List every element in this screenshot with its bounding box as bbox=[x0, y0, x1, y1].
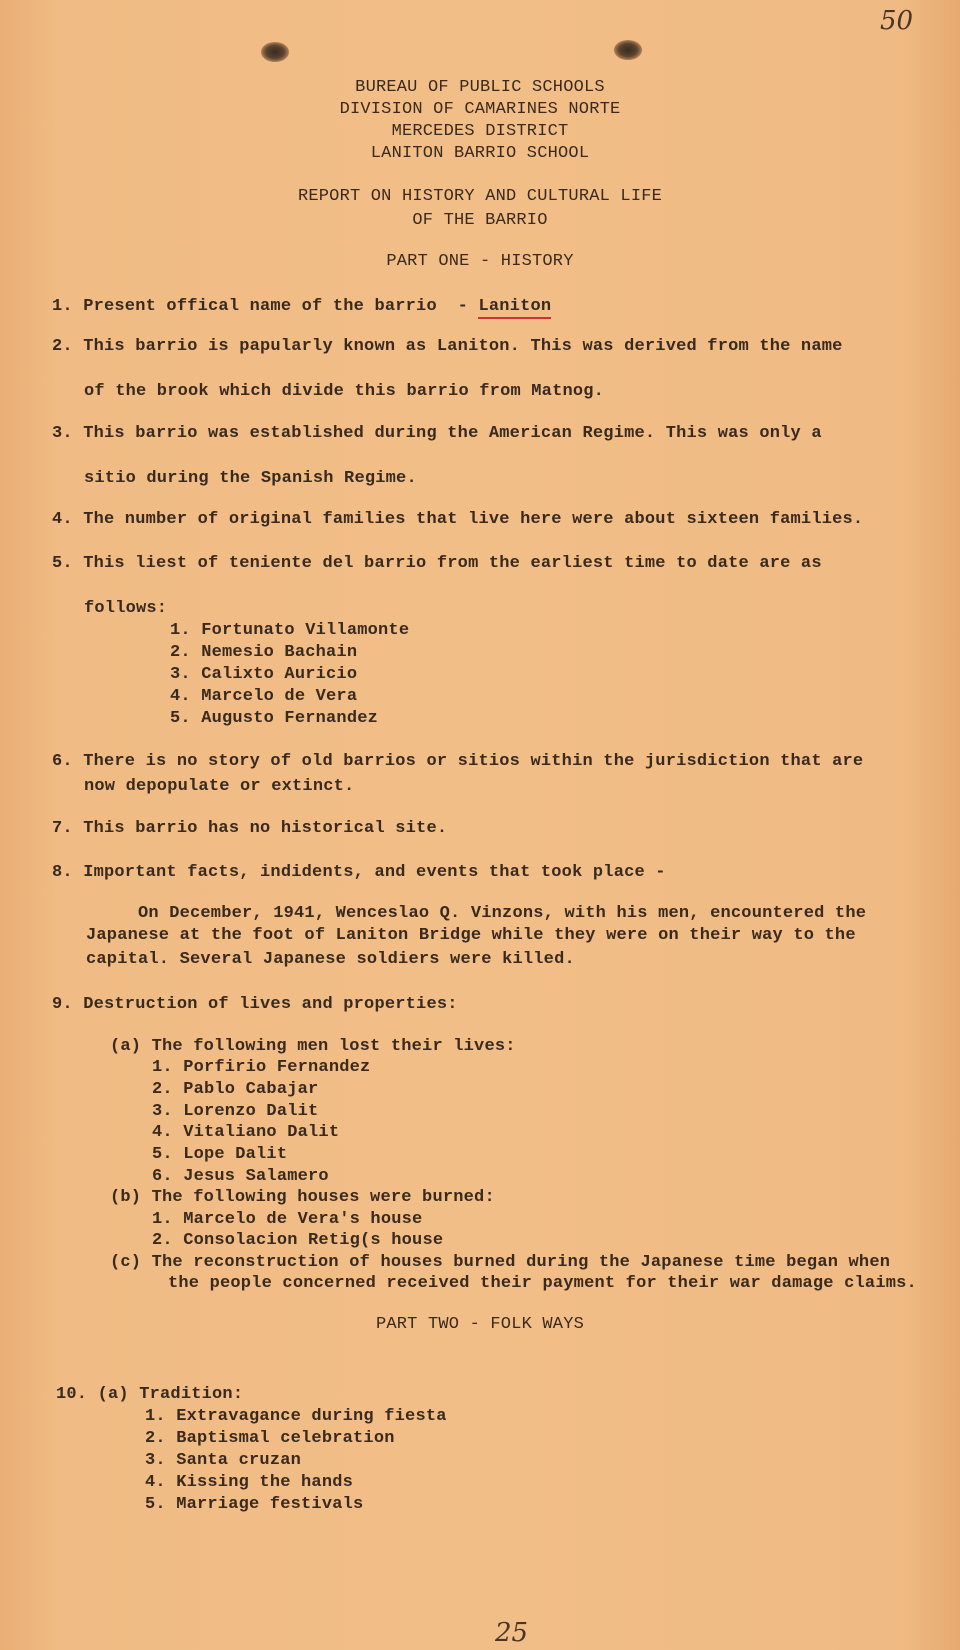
header-line-3: MERCEDES DISTRICT bbox=[391, 122, 569, 141]
header-line-2: DIVISION OF CAMARINES NORTE bbox=[339, 100, 621, 119]
teniente-1: 1. Fortunato Villamonte bbox=[170, 621, 410, 640]
part-one-heading: PART ONE - HISTORY bbox=[386, 252, 574, 271]
casualty-3: 3. Lorenzo Dalit bbox=[152, 1102, 319, 1121]
report-title-line-1: REPORT ON HISTORY AND CULTURAL LIFE bbox=[297, 187, 663, 206]
casualty-6: 6. Jesus Salamero bbox=[152, 1167, 329, 1186]
item-3-line-1: 3. This barrio was established during the American Regime. This was only a bbox=[52, 424, 822, 443]
teniente-4: 4. Marcelo de Vera bbox=[170, 687, 358, 706]
burned-house-1: 1. Marcelo de Vera's house bbox=[152, 1210, 423, 1229]
item-10: 10. (a) Tradition: bbox=[56, 1385, 244, 1404]
item-2-line-1: 2. This barrio is papularly known as Laniton. This was derived from the name bbox=[52, 337, 843, 356]
punch-hole-right bbox=[614, 40, 642, 60]
item-4: 4. The number of original families that live here were about sixteen families. bbox=[52, 510, 864, 529]
item-1 bbox=[52, 297, 551, 316]
item-2-line-2: of the brook which divide this barrio from Matnog. bbox=[84, 382, 605, 401]
header-line-1: BUREAU OF PUBLIC SCHOOLS bbox=[355, 78, 605, 97]
burned-house-2: 2. Consolacion Retig(s house bbox=[152, 1231, 444, 1250]
page-number-top: 50 bbox=[880, 6, 914, 36]
tradition-1: 1. Extravagance during fiesta bbox=[145, 1407, 447, 1426]
casualty-2: 2. Pablo Cabajar bbox=[152, 1080, 319, 1099]
teniente-3: 3. Calixto Auricio bbox=[170, 665, 358, 684]
item-1-text: 1. Present offical name of the barrio - bbox=[52, 297, 479, 316]
header-line-4: LANITON BARRIO SCHOOL bbox=[370, 144, 590, 163]
part-two-heading: PART TWO - FOLK WAYS bbox=[375, 1315, 585, 1334]
casualty-4: 4. Vitaliano Dalit bbox=[152, 1123, 340, 1142]
tradition-4: 4. Kissing the hands bbox=[145, 1473, 354, 1492]
tradition-5: 5. Marriage festivals bbox=[145, 1495, 364, 1514]
item-9a: (a) The following men lost their lives: bbox=[110, 1037, 516, 1056]
item-6-line-1: 6. There is no story of old barrios or sitios within the jurisdiction that are bbox=[52, 752, 864, 771]
item-5-line-2: follows: bbox=[84, 599, 168, 618]
item-8-para-line-3: capital. Several Japanese soldiers were killed. bbox=[86, 950, 575, 969]
item-8: 8. Important facts, indidents, and events that took place - bbox=[52, 863, 666, 882]
item-9: 9. Destruction of lives and properties: bbox=[52, 995, 458, 1014]
item-9c-line-1: (c) The reconstruction of houses burned during the Japanese time began when bbox=[110, 1253, 891, 1272]
item-6-line-2: now depopulate or extinct. bbox=[84, 777, 355, 796]
item-9c-line-2: the people concerned received their payment for their war damage claims. bbox=[168, 1274, 917, 1293]
item-8-para-line-2: Japanese at the foot of Laniton Bridge while they were on their way to the bbox=[86, 926, 856, 945]
item-8-para-line-1: On December, 1941, Wenceslao Q. Vinzons, with his men, encountered the bbox=[138, 904, 867, 923]
punch-hole-left bbox=[261, 42, 289, 62]
teniente-5: 5. Augusto Fernandez bbox=[170, 709, 379, 728]
item-5-line-1: 5. This liest of teniente del barrio from the earliest time to date are as bbox=[52, 554, 822, 573]
tradition-3: 3. Santa cruzan bbox=[145, 1451, 302, 1470]
page-number-bottom: 25 bbox=[495, 1618, 529, 1648]
item-7: 7. This barrio has no historical site. bbox=[52, 819, 448, 838]
barrio-name: Laniton bbox=[478, 297, 551, 319]
teniente-2: 2. Nemesio Bachain bbox=[170, 643, 358, 662]
casualty-5: 5. Lope Dalit bbox=[152, 1145, 288, 1164]
item-3-line-2: sitio during the Spanish Regime. bbox=[84, 469, 417, 488]
tradition-2: 2. Baptismal celebration bbox=[145, 1429, 395, 1448]
casualty-1: 1. Porfirio Fernandez bbox=[152, 1058, 371, 1077]
item-9b: (b) The following houses were burned: bbox=[110, 1188, 495, 1207]
report-title-line-2: OF THE BARRIO bbox=[412, 211, 548, 230]
